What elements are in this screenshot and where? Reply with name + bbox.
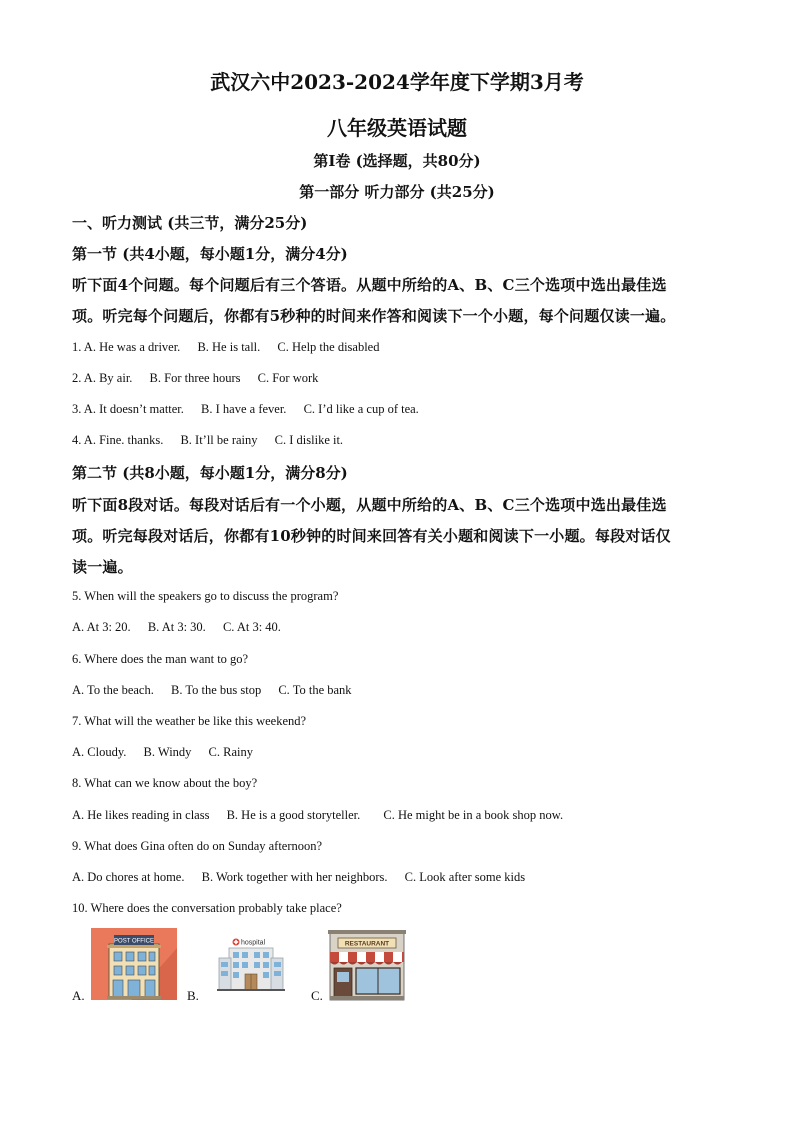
post-office-sign-text: POST OFFICE [114,938,154,945]
option-a[interactable]: 3. A. It doesn’t matter. [72,402,184,416]
question-6-options [72,683,352,698]
option-b[interactable]: B. He is a good storyteller. [226,808,361,822]
option-b[interactable]: B. It’ll be rainy [180,433,258,447]
exam-subtitle: 八年级英语试题 [327,116,467,140]
option-c[interactable]: C. Rainy [208,745,253,759]
option-a[interactable]: A. At 3: 20. [72,620,131,634]
question-10-stem: 10. Where does the conversation probably take place? [72,901,342,915]
option-a-label[interactable]: A. [72,988,85,1003]
restaurant-image[interactable] [328,930,406,1002]
question-9-options [72,870,525,885]
option-a[interactable]: 1. A. He was a driver. [72,340,181,354]
question-7-stem: 7. What will the weather be like this weekend? [72,714,307,728]
question-4 [72,433,343,448]
option-a[interactable]: A. Do chores at home. [72,870,185,884]
part2-title: 第二节 (共8小题，每小题1分，满分8分) [72,464,348,482]
part2-instruction-line2: 项。听完每段对话后，你都有10秒钟的时间来回答有关小题和阅读下一小题。每段对话仅 [72,527,671,545]
option-b[interactable]: B. He is tall. [197,340,261,354]
question-5-options [72,620,281,635]
option-b[interactable]: B. For three hours [149,371,241,385]
option-c[interactable]: C. I’d like a cup of tea. [303,402,419,416]
question-6-stem: 6. Where does the man want to go? [72,652,249,666]
option-b-label[interactable]: B. [187,988,199,1003]
volume-heading: 第I卷 (选择题，共80分) [313,152,481,170]
option-c[interactable]: C. Help the disabled [277,340,380,354]
hospital-sign-text: hospital [241,939,266,947]
question-2 [72,371,318,386]
option-a[interactable]: 4. A. Fine. thanks. [72,433,164,447]
option-c[interactable]: C. Look after some kids [404,870,526,884]
option-a[interactable]: A. To the beach. [72,683,154,697]
part1-instruction-line1: 听下面4个问题。每个问题后有三个答语。从题中所给的A、B、C三个选项中选出最佳选 [72,276,667,294]
option-a[interactable]: 2. A. By air. [72,371,133,385]
option-c[interactable]: C. To the bank [278,683,352,697]
option-c[interactable]: C. For work [257,371,319,385]
option-b[interactable]: B. At 3: 30. [147,620,206,634]
question-9-stem: 9. What does Gina often do on Sunday afternoon? [72,839,323,853]
part2-instruction-line1: 听下面8段对话。每段对话后有一个小题，从题中所给的A、B、C三个选项中选出最佳选 [72,496,667,514]
question-8-options [72,808,563,823]
option-a[interactable]: A. He likes reading in class [72,808,210,822]
question-1 [72,340,379,355]
option-b[interactable]: B. I have a fever. [201,402,287,416]
option-a[interactable]: A. Cloudy. [72,745,127,759]
part1-title: 第一节 (共4小题，每小题1分，满分4分) [72,245,348,263]
option-c-label[interactable]: C. [311,988,323,1003]
option-c[interactable]: C. I dislike it. [274,433,344,447]
part2-instruction-line3: 读一遍。 [72,558,133,576]
option-b[interactable]: B. To the bus stop [170,683,262,697]
hospital-image[interactable] [215,934,287,994]
part1-instruction-line2: 项。听完每个问题后，你都有5秒种的时间来作答和阅读下一个小题，每个问题仅读一遍。 [72,307,676,325]
post-office-image[interactable] [91,928,177,1000]
question-8-stem: 8. What can we know about the boy? [72,776,258,790]
restaurant-sign-text: RESTAURANT [344,940,390,948]
question-5-stem: 5. When will the speakers go to discuss the program? [72,589,339,603]
option-c[interactable]: C. At 3: 40. [222,620,281,634]
part-heading: 第一部分 听力部分 (共25分) [299,183,495,201]
question-3 [72,402,419,417]
question-7-options [72,745,253,760]
option-b[interactable]: B. Windy [143,745,192,759]
option-b[interactable]: B. Work together with her neighbors. [201,870,388,884]
section-title: 一、听力测试 (共三节，满分25分) [72,214,308,232]
option-c[interactable]: C. He might be in a book shop now. [383,808,564,822]
exam-title: 武汉六中2023-2024学年度下学期3月考 [210,70,584,94]
